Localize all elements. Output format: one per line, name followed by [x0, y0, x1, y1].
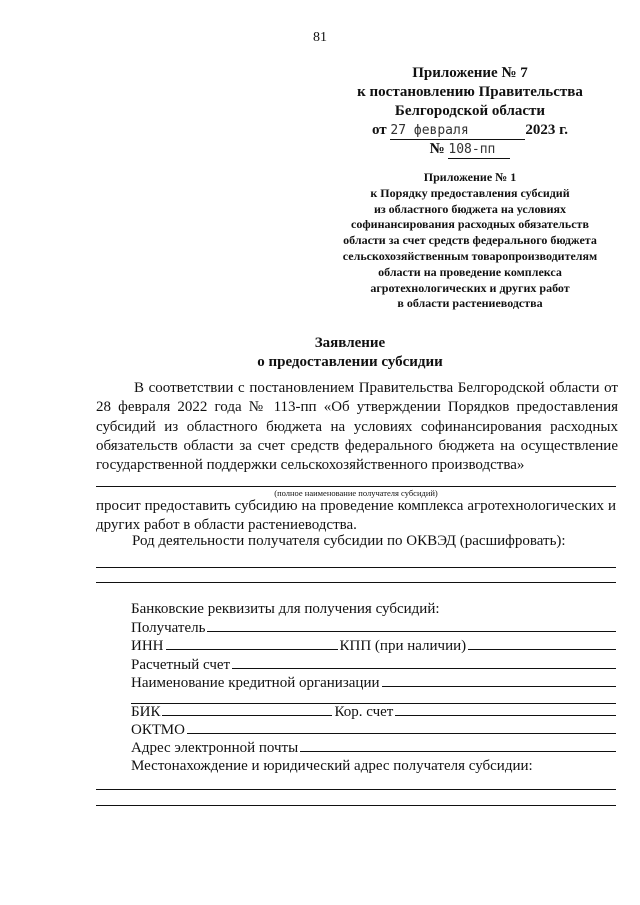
recipient-name-line — [96, 486, 616, 487]
appendix-1-line: к Порядку предоставления субсидий — [370, 185, 570, 200]
appendix-7-line2: к постановлению Правительства — [357, 84, 583, 100]
appendix-1-line: агротехнологических и других работ — [370, 280, 570, 295]
document-title — [0, 334, 640, 372]
appendix-7-line3: Белгородской области — [394, 103, 546, 119]
number-handwritten: 108-пп — [448, 142, 510, 159]
bank-name-row — [131, 674, 616, 693]
appendix-1-line: области за счет средств федерального бюджета — [343, 233, 597, 248]
recipient-label: Получатель — [131, 620, 206, 636]
bank-heading-text: Банковские реквизиты для получения субсидий: — [131, 601, 440, 617]
appendix-1-block — [300, 170, 640, 312]
date-prefix: от — [371, 122, 387, 138]
title-line1: Заявление — [314, 335, 386, 351]
appendix-1-line: области на проведение комплекса — [378, 264, 562, 279]
account-row — [131, 656, 616, 675]
bik-label: БИК — [131, 704, 161, 720]
location-row — [131, 757, 616, 776]
okved-label: Род деятельности получателя субсидии по ОКВЭД (расшифровать): — [132, 533, 566, 549]
number-prefix: № — [429, 141, 445, 157]
page-number: 81 — [313, 30, 327, 45]
email-label: Адрес электронной почты — [131, 740, 299, 756]
bank-heading — [131, 600, 616, 619]
appendix-1-line: в области растениеводства — [397, 296, 543, 311]
request-paragraph: просит предоставить субсидию на проведение комплекса агротехнологических и других работ в области растениеводства. — [96, 498, 616, 533]
recipient-caption: (полное наименование получателя субсидий) — [274, 488, 438, 498]
okved-fill-line-1 — [96, 567, 616, 568]
okved-fill-line-2 — [96, 582, 616, 583]
date-suffix: 2023 г. — [525, 122, 569, 138]
appendix-7-title: Приложение № 7 — [412, 65, 528, 81]
appendix-7-number-line — [330, 140, 610, 159]
appendix-1-line: из областного бюджета на условиях — [373, 201, 567, 216]
account-field[interactable] — [232, 668, 616, 669]
inn-field[interactable] — [166, 649, 338, 650]
account-label: Расчетный счет — [131, 657, 231, 673]
bik-corr-row — [131, 703, 616, 722]
inn-kpp-row — [131, 637, 616, 656]
intro-paragraph: В соответствии с постановлением Правительства Белгородской области от 28 февраля 2022 года № 113-пп «Об утверждении Порядков предоставления субсидий из областного бюджета на условиях софинансирования расходных обязательств области за счет средств федерального бюджета на осуществление государственной поддержки сельскохозяйственного производства» — [96, 380, 618, 474]
inn-label: ИНН — [131, 638, 164, 654]
title-line2: о предоставлении субсидии — [257, 354, 443, 370]
oktmo-row — [131, 721, 616, 740]
appendix-1-line: софинансирования расходных обязательств — [351, 217, 589, 232]
location-label: Местонахождение и юридический адрес получателя субсидии: — [131, 758, 533, 774]
oktmo-field[interactable] — [187, 733, 616, 734]
oktmo-label: ОКТМО — [131, 722, 185, 738]
bank-name-field[interactable] — [382, 686, 617, 687]
corr-account-label: Кор. счет — [334, 704, 394, 720]
recipient-field[interactable] — [207, 631, 616, 632]
appendix-1-line: сельскохозяйственным товаропроизводителям — [342, 248, 598, 263]
appendix-1-line: Приложение № 1 — [423, 170, 517, 184]
bank-name-label: Наименование кредитной организации — [131, 675, 380, 691]
email-field[interactable] — [300, 751, 616, 752]
email-row — [131, 739, 616, 758]
location-fill-line-1[interactable] — [96, 789, 616, 790]
appendix-7-block — [330, 64, 610, 159]
appendix-7-date-line — [330, 121, 610, 140]
kpp-label: КПП (при наличии) — [339, 638, 467, 654]
date-handwritten: 27 февраля — [390, 123, 525, 140]
bik-field[interactable] — [162, 715, 332, 716]
recipient-row — [131, 619, 616, 638]
location-fill-line-2[interactable] — [96, 805, 616, 806]
kpp-field[interactable] — [468, 649, 616, 650]
corr-account-field[interactable] — [395, 715, 616, 716]
